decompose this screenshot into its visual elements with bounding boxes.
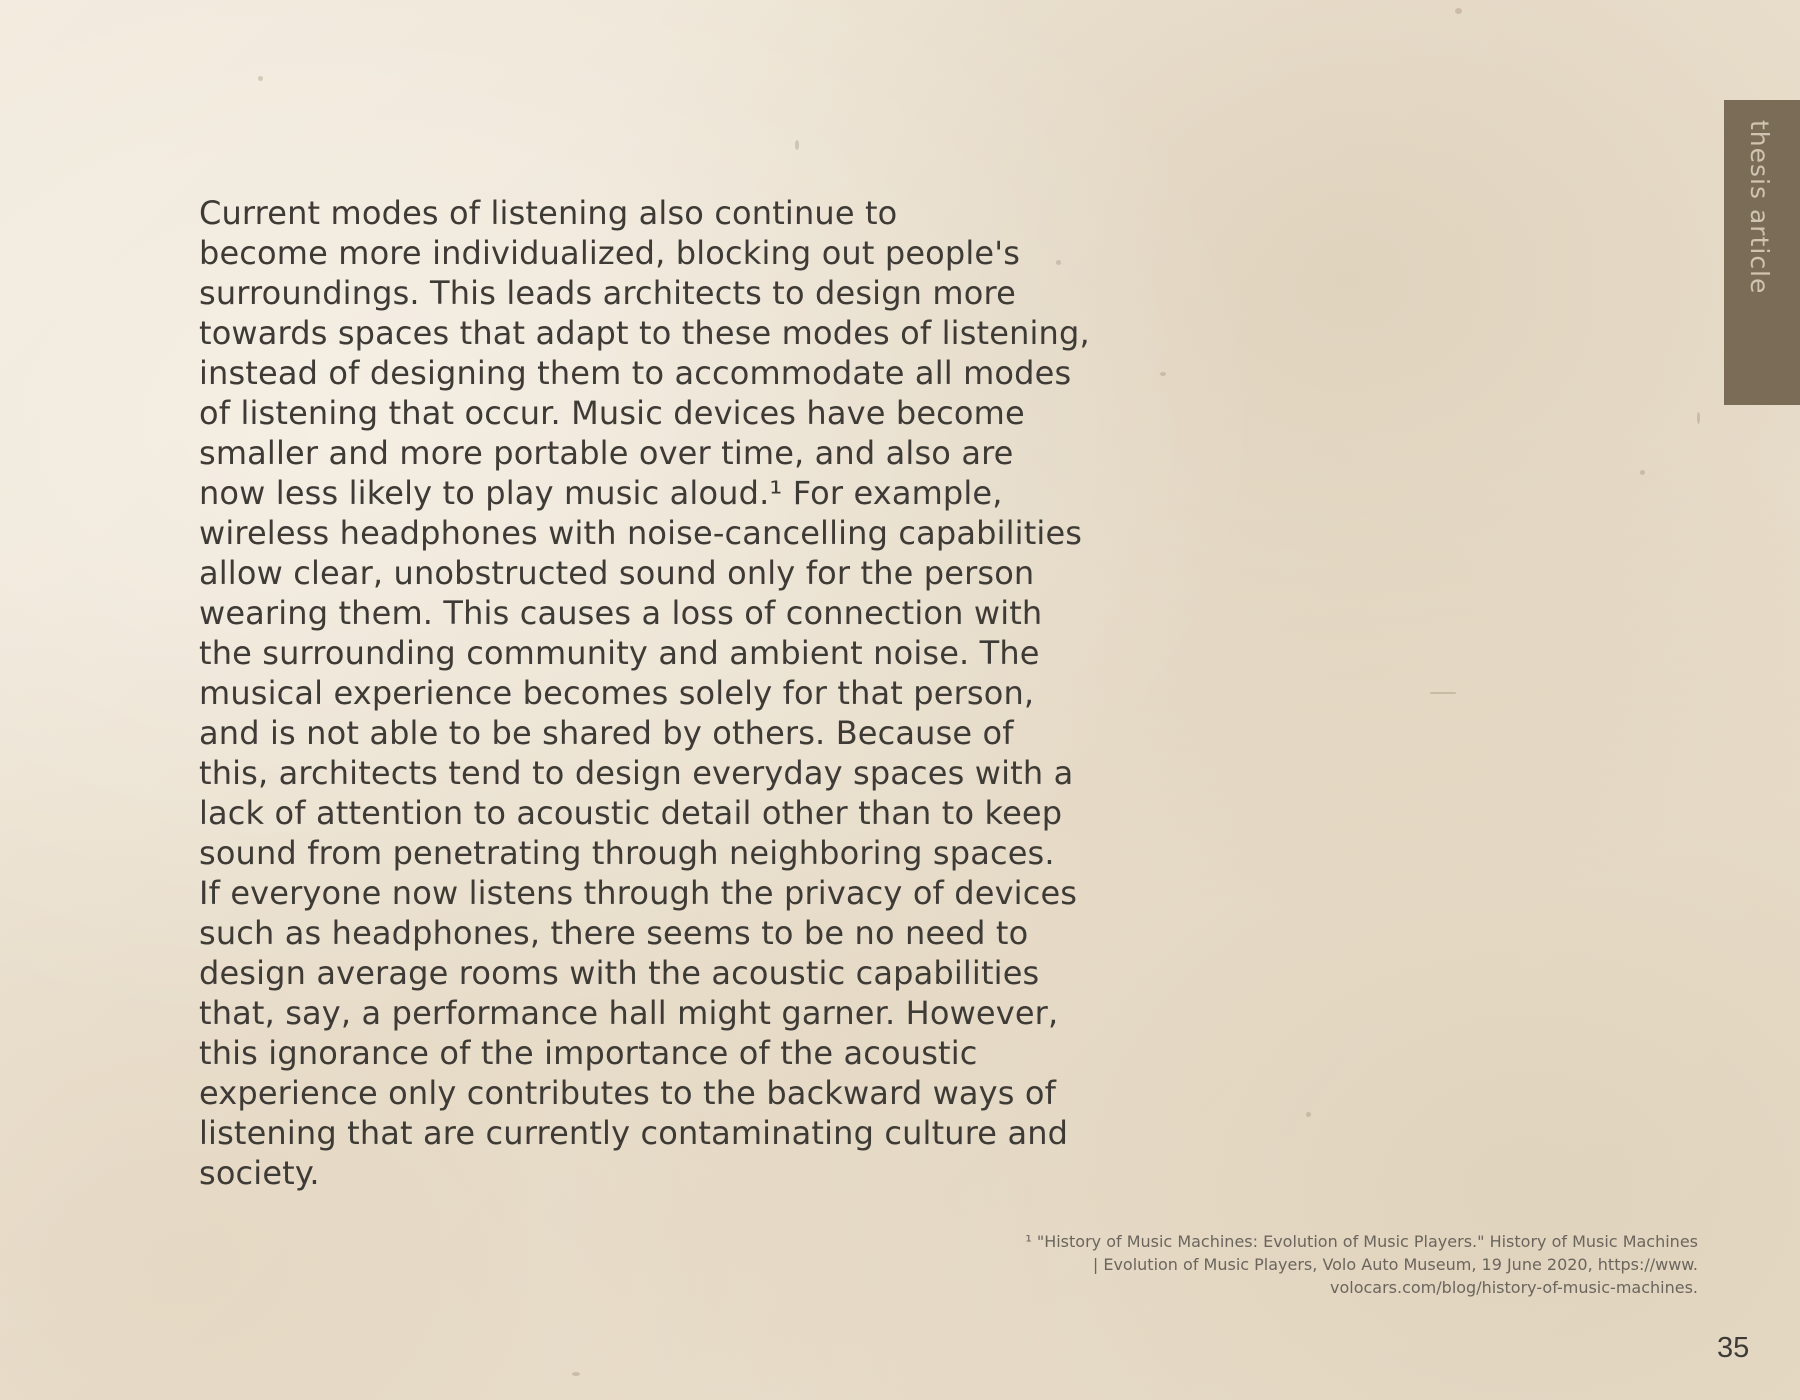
paper-speck	[1306, 1112, 1311, 1117]
section-tab	[1724, 100, 1800, 405]
paper-speck	[1160, 372, 1166, 376]
section-tab-label: thesis article	[1745, 120, 1774, 295]
body-paragraph: Current modes of listening also continue to become more individualized, blocking out people's surroundings. This leads architects to design more towards spaces that adapt to these modes of listening, instead of designing them to accommodate all modes of listening that occur. Music devices have become smaller and more portable over time, and also are now less likely to play music aloud.¹ For example, wireless headphones with noise-cancelling capabilities allow clear, unobstructed sound only for the person wearing them. This causes a loss of connection with the surrounding community and ambient noise. The musical experience becomes solely for that person, and is not able to be shared by others. Because of this, architects tend to design everyday spaces with a lack of attention to acoustic detail other than to keep sound from penetrating through neighboring spaces. If everyone now listens through the privacy of devices such as headphones, there seems to be no need to design average rooms with the acoustic capabilities that, say, a performance hall might garner. However, this ignorance of the importance of the acoustic experience only contributes to the backward ways of listening that are currently contaminating culture and society.	[199, 194, 1090, 1192]
paper-speck	[258, 76, 263, 81]
paper-speck	[1430, 692, 1456, 694]
paper-speck	[1455, 8, 1462, 14]
footnote: ¹ "History of Music Machines: Evolution of Music Players." History of Music Machines | Evolution of Music Players, Volo Auto Museum, 19 June 2020, https://www. volocars.com/blog/history-of-music-machines.	[1025, 1232, 1698, 1297]
page-number: 35	[1717, 1332, 1750, 1364]
paper-speck	[1640, 470, 1645, 475]
paper-speck	[572, 1372, 580, 1376]
paper-speck	[795, 140, 799, 150]
paper-speck	[1697, 412, 1700, 424]
